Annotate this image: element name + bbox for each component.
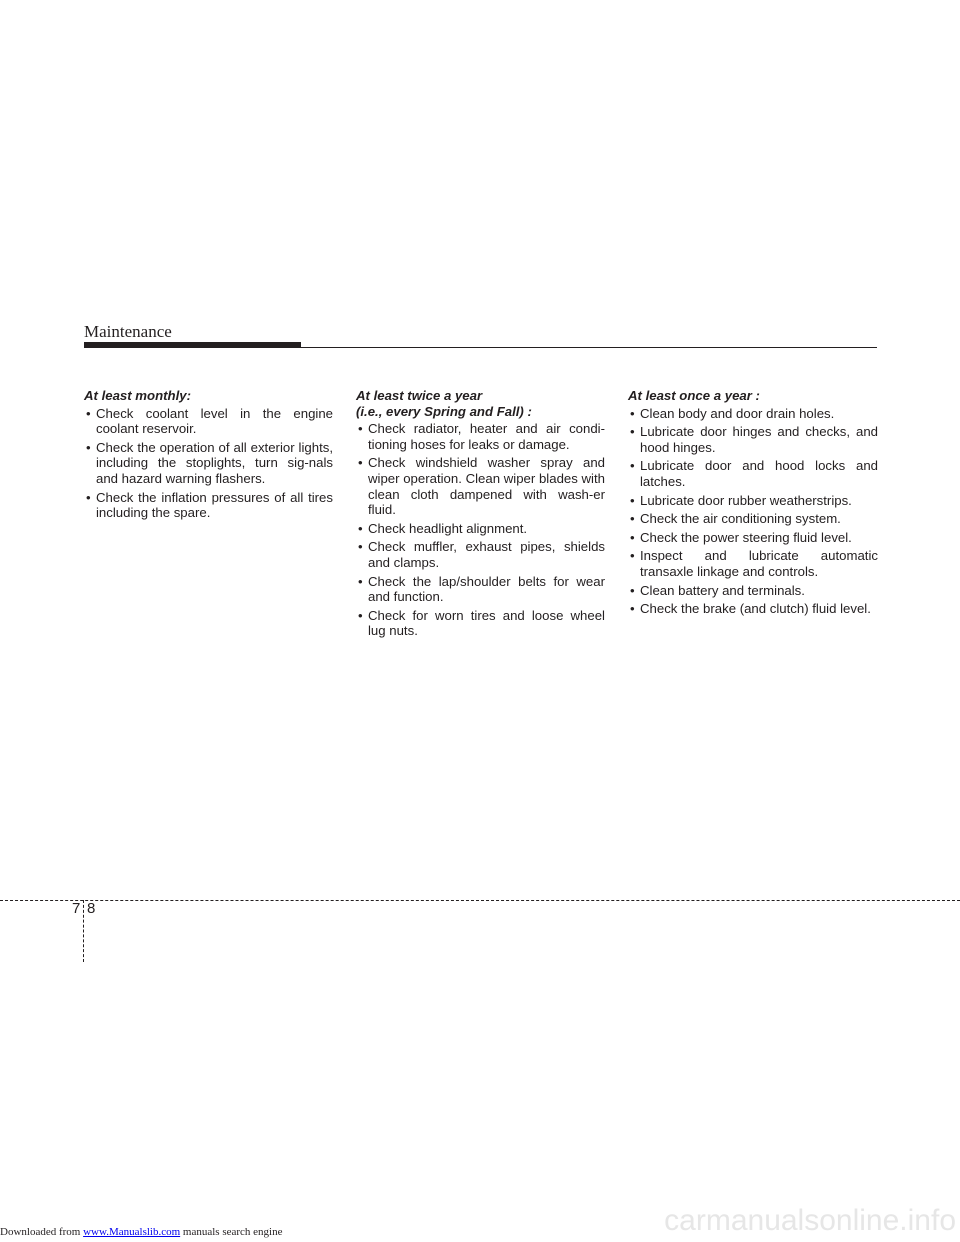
column-heading: At least twice a year (i.e., every Spring and Fall) : [356, 388, 532, 419]
manualslib-link[interactable]: www.Manualslib.com [83, 1226, 181, 1238]
download-note [0, 1226, 282, 1238]
list-item: • Inspect and lubricate automatic transaxle linkage and controls. [628, 548, 878, 579]
list-item: • Lubricate door hinges and checks, and hood hinges. [628, 424, 878, 455]
footer-dashed-divider [83, 900, 84, 962]
list-item: • Check the inflation pressures of all tires including the spare. [84, 490, 333, 521]
list-item: • Check for worn tires and loose wheel lug nuts. [356, 608, 605, 639]
column-twice-a-year [356, 388, 605, 642]
site-watermark: carmanualsonline.info [664, 1204, 956, 1237]
list-item: • Check muffler, exhaust pipes, shields and clamps. [356, 539, 605, 570]
column-heading: At least monthly: [84, 388, 191, 403]
footer-dashed-rule [0, 900, 960, 901]
list-item: • Check the operation of all exterior lights, including the stoplights, turn sig-nals and hazard warning flashers. [84, 440, 333, 487]
page-number: 8 [87, 900, 96, 917]
column-once-a-year [628, 388, 878, 620]
list-item: • Check the power steering fluid level. [628, 530, 878, 546]
list-item: • Check windshield washer spray and wiper operation. Clean wiper blades with clean cloth dampened with wash-er fluid. [356, 455, 605, 517]
list-item: • Lubricate door and hood locks and latches. [628, 458, 878, 489]
list-item: • Lubricate door rubber weatherstrips. [628, 493, 878, 509]
checklist [628, 406, 878, 617]
checklist [356, 421, 605, 639]
list-item: • Check radiator, heater and air condi-tioning hoses for leaks or damage. [356, 421, 605, 452]
chapter-number: 7 [72, 900, 81, 917]
download-note-suffix: manuals search engine [180, 1226, 283, 1238]
header-rule [84, 347, 877, 348]
checklist [84, 406, 333, 521]
column-monthly [84, 388, 333, 524]
list-item: • Clean battery and terminals. [628, 583, 878, 599]
list-item: • Clean body and door drain holes. [628, 406, 878, 422]
list-item: • Check coolant level in the engine coolant reservoir. [84, 406, 333, 437]
list-item: • Check headlight alignment. [356, 521, 605, 537]
section-title: Maintenance [84, 322, 172, 341]
column-heading: At least once a year : [628, 388, 760, 403]
list-item: • Check the air conditioning system. [628, 511, 878, 527]
list-item: • Check the brake (and clutch) fluid level. [628, 601, 878, 617]
list-item: • Check the lap/shoulder belts for wear and function. [356, 574, 605, 605]
download-note-prefix: Downloaded from [0, 1226, 84, 1238]
